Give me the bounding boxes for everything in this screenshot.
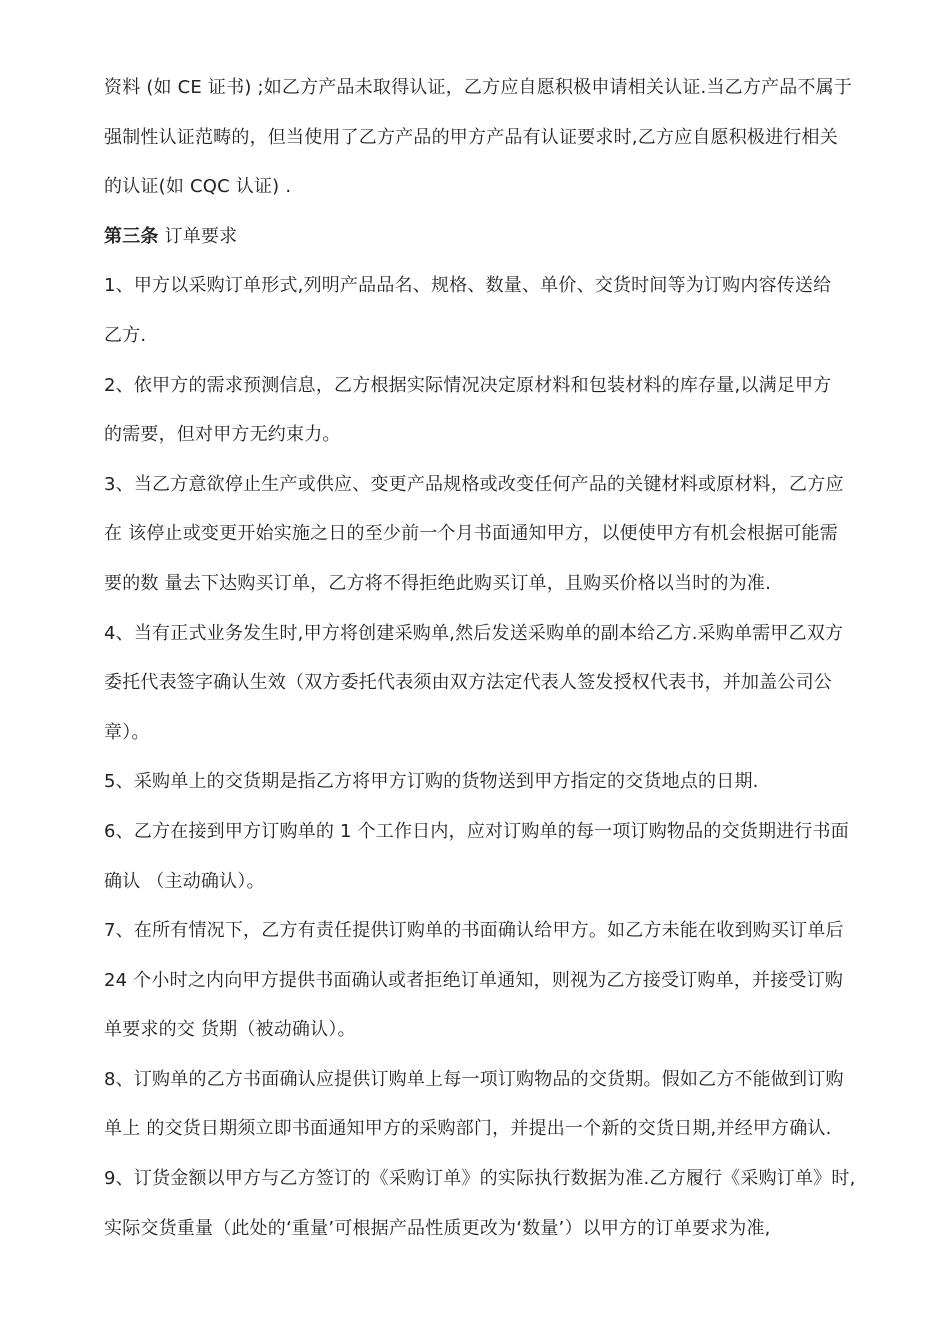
text-line: 9、订货金额以甲方与乙方签订的《采购订单》的实际执行数据为准.乙方履行《采购订单》时, — [104, 1168, 856, 1190]
text-line: 24 个小时之内向甲方提供书面确认或者拒绝订单通知，则视为乙方接受订购单，并接受订购 — [104, 969, 844, 991]
text-line: 的认证(如 CQC 认证) . — [104, 176, 292, 198]
text-line: 1、甲方以采购订单形式,列明产品品名、规格、数量、单价、交货时间等为订购内容传送给 — [104, 275, 832, 297]
article-3-heading — [104, 212, 896, 262]
article-title: 订单要求 — [158, 225, 238, 247]
document-body — [104, 63, 896, 1253]
text-line: 5、采购单上的交货期是指乙方将甲方订购的货物送到甲方指定的交货地点的日期. — [104, 771, 759, 793]
text-line: 资料 (如 CE 证书) ;如乙方产品未取得认证，乙方应自愿积极申请相关认证.当乙方产品不属于 — [104, 77, 853, 98]
text-line: 单要求的交 货期（被动确认）。 — [104, 1019, 356, 1041]
text-line: 乙方. — [104, 324, 147, 346]
text-line: 8、订购单的乙方书面确认应提供订购单上每一项订购物品的交货期。假如乙方不能做到订购 — [104, 1068, 844, 1090]
text-line: 要的数 量去下达购买订单，乙方将不得拒绝此购买订单，且购买价格以当时的为准. — [104, 572, 772, 594]
text-line: 确认 （主动确认）。 — [104, 870, 265, 892]
text-line: 单上 的交货日期须立即书面通知甲方的采购部门，并提出一个新的交货日期,并经甲方确认. — [104, 1118, 832, 1140]
text-line: 3、当乙方意欲停止生产或供应、变更产品规格或改变任何产品的关键材料或原材料，乙方应 — [104, 473, 844, 495]
text-line: 实际交货重量（此处的‘重量’可根据产品性质更改为‘数量’）以甲方的订单要求为准, — [104, 1217, 771, 1239]
text-line: 委托代表签字确认生效（双方委托代表须由双方法定代表人签发授权代表书，并加盖公司公 — [104, 672, 832, 694]
text-line: 的需要，但对甲方无约束力。 — [104, 424, 341, 446]
text-line: 7、在所有情况下，乙方有责任提供订购单的书面确认给甲方。如乙方未能在收到购买订单后 — [104, 920, 844, 942]
text-line: 4、当有正式业务发生时,甲方将创建采购单,然后发送采购单的副本给乙方.采购单需甲乙双方 — [104, 622, 844, 644]
article-number: 第三条 — [104, 225, 159, 247]
text-line: 在 该停止或变更开始实施之日的至少前一个月书面通知甲方，以便使甲方有机会根据可能需 — [104, 523, 838, 545]
text-line: 2、依甲方的需求预测信息，乙方根据实际情况决定原材料和包装材料的库存量,以满足甲方 — [104, 374, 832, 396]
text-line: 6、乙方在接到甲方订购单的 1 个工作日内，应对订购单的每一项订购物品的交货期进行书面 — [104, 820, 849, 842]
text-line: 章）。 — [104, 721, 150, 743]
text-line: 强制性认证范畴的，但当使用了乙方产品的甲方产品有认证要求时,乙方应自愿积极进行相关 — [104, 126, 838, 148]
